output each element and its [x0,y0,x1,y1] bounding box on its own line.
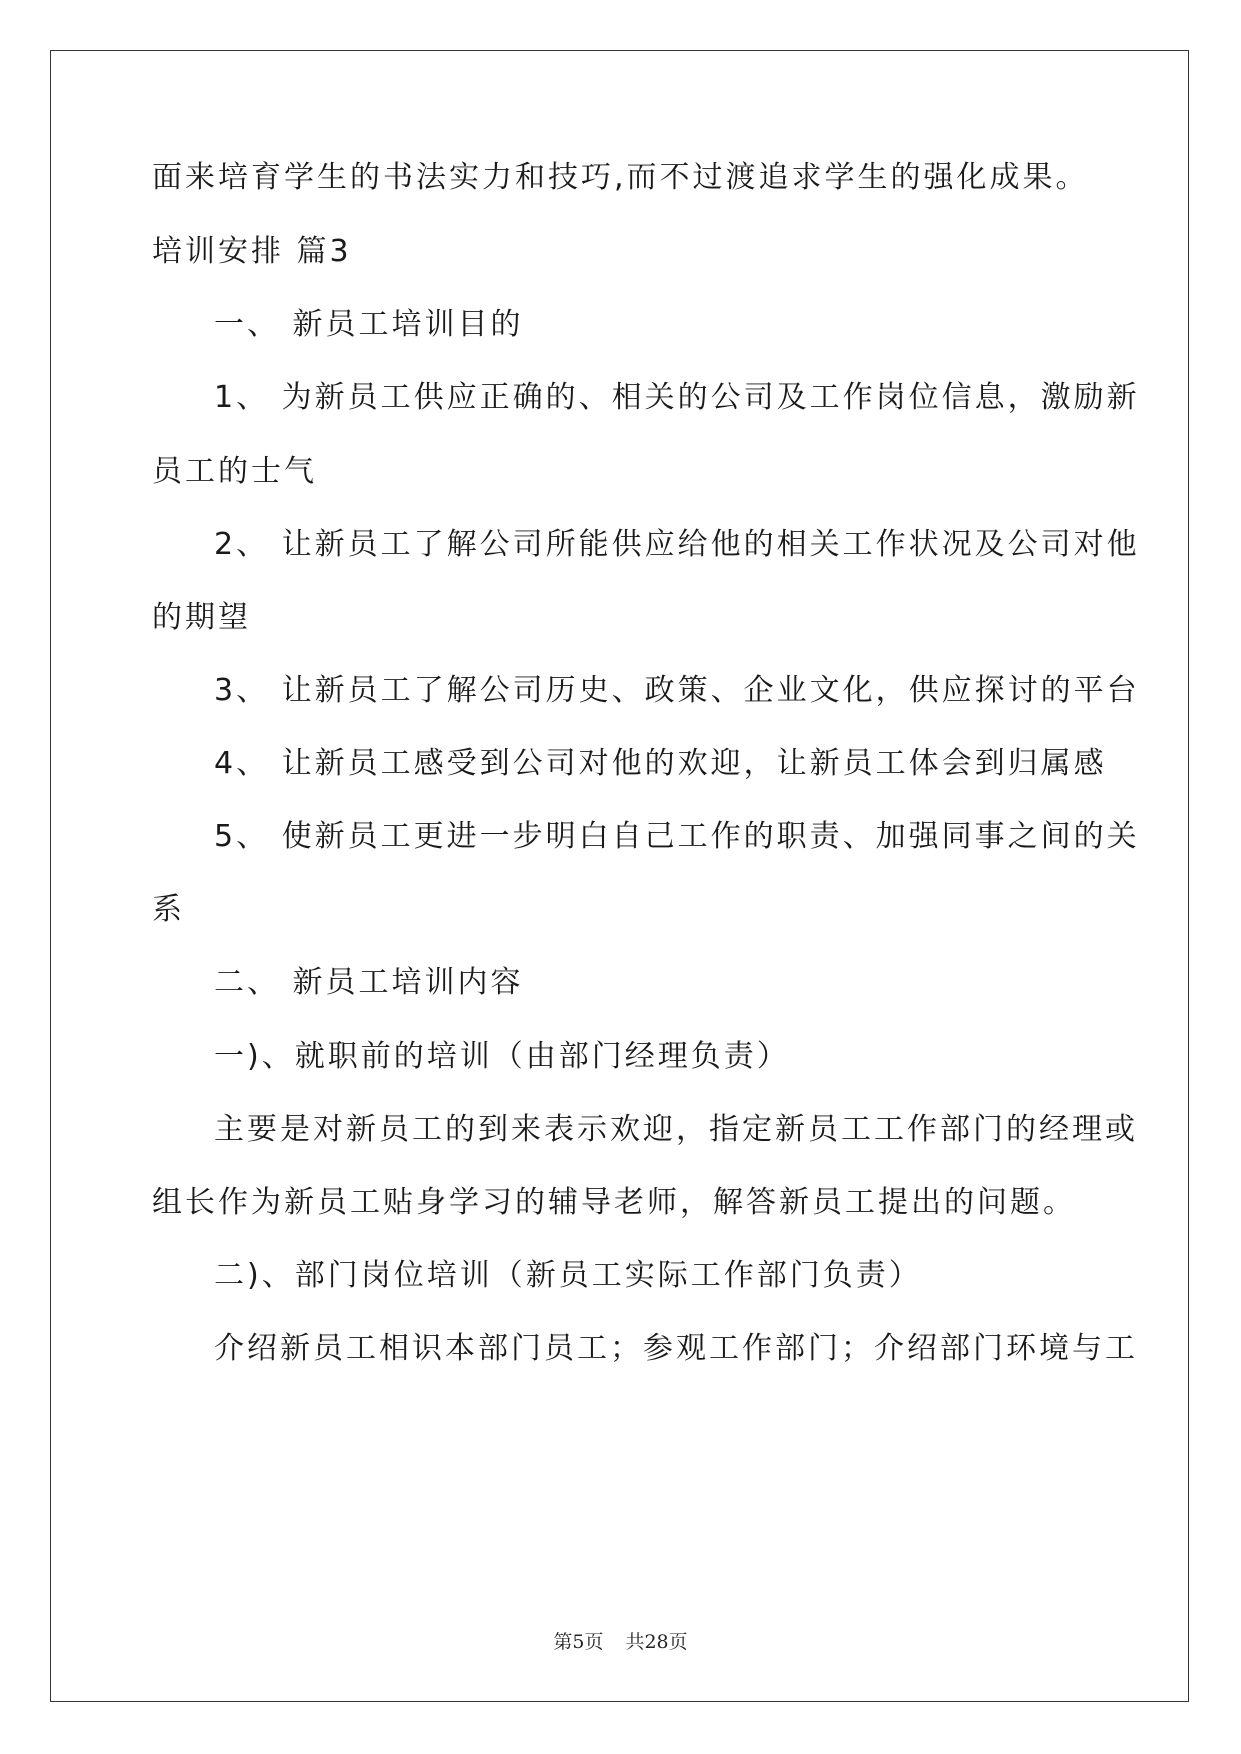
text-line-14: 主要是对新员工的到来表示欢迎，指定新员工工作部门的经理或 [214,1112,1138,1147]
text-line-10: 5、 使新员工更进一步明白自己工作的职责、加强同事之间的关 [214,819,1140,854]
text-line-1: 面来培育学生的书法实力和技巧,而不过渡追求学生的强化成果。 [152,160,1089,195]
text-line-4: 1、 为新员工供应正确的、相关的公司及工作岗位信息，激励新 [214,380,1140,415]
text-line-7: 的期望 [152,600,251,635]
page-total: 共28页 [625,1631,688,1653]
text-line-11: 系 [152,892,185,927]
text-line-17: 介绍新员工相识本部门员工；参观工作部门；介绍部门环境与工 [214,1331,1138,1366]
page-number: 第5页 [553,1631,604,1653]
page-border [50,50,1189,1702]
text-line-13: 一)、就职前的培训（由部门经理负责） [214,1039,790,1074]
subheading-purpose: 一、 新员工培训目的 [214,307,524,342]
section-heading: 培训安排 篇3 [152,234,352,269]
text-line-9: 4、 让新员工感受到公司对他的欢迎，让新员工体会到归属感 [214,746,1107,781]
page-footer [0,1630,1241,1654]
subheading-content: 二、 新员工培训内容 [214,965,524,1000]
text-line-16: 二)、部门岗位培训（新员工实际工作部门负责） [214,1258,922,1293]
text-line-15: 组长作为新员工贴身学习的辅导老师，解答新员工提出的问题。 [152,1185,1076,1220]
text-line-6: 2、 让新员工了解公司所能供应给他的相关工作状况及公司对他 [214,527,1140,562]
text-line-5: 员工的士气 [152,454,317,489]
text-line-8: 3、 让新员工了解公司历史、政策、企业文化，供应探讨的平台 [214,673,1140,708]
